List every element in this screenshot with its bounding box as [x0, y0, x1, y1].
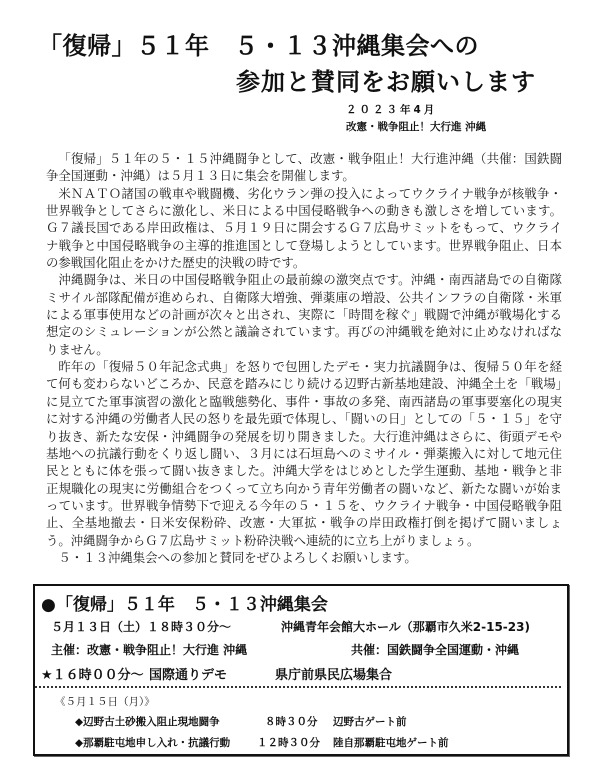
issue-date: ２０２３年4月: [346, 104, 438, 116]
dotted-divider: [35, 686, 561, 688]
paragraph-struggle: 昨年の「復帰５０年記念式典」を怒りで包囲したデモ・実力抗議闘争は、復帰５０年を経て何も変わらないどころか、民意を踏みにじり続ける辺野古新基地建設、沖縄全土を「戦場」に見立てた軍事演習の激化と臨戦態勢化、事件・事故の多発、南西諸島の軍事要塞化の現実に対する沖縄の労働者人民の怒りを最先頭で体現し、「闘いの日」としての「５・１５」を守り抜き、新たな安保・沖縄闘争の発展を切り開きました。大行進沖縄はさらに、街頭デモや基地への抗議行動をくり返し闘い、３月には石垣島へのミサイル・弾薬搬入に対して地元住民とともに体を張って闘い抜きました。沖縄大学をはじめとした学生運動、基地・戦争と非正規職化の現実に労働組合をつくって立ち向かう青年労働者の闘いなど、新たな闘いが始まっています。世界戦争情勢下で迎える今年の５・１５を、ウクライナ戦争・中国侵略戦争阻止、全基地撤去・日米安保粉砕、改憲・大軍拡・戦争の岸田政権打倒を掲げて闘いましょう。沖縄闘争からＧ７広島サミット粉砕決戦へ連続的に立ち上がりましょぅ。: [46, 359, 562, 548]
organization-name: 改憲・戦争阻止！大行進 沖縄: [346, 121, 487, 133]
action-time: １２時３０分: [257, 737, 320, 749]
paragraph-intro: 「復帰」５１年の５・１５沖縄闘争として、改憲・戦争阻止！大行進沖縄（共催：国鉄闘争全国運動・沖縄）は５月１３日に集会を開催します。: [46, 151, 562, 184]
action-time: ８時３０分: [265, 716, 318, 728]
body-text: [46, 150, 562, 566]
title-line-2: 参加と賛同をお願いします: [236, 67, 536, 96]
paragraph-okinawa: 沖縄闘争は、米日の中国侵略戦争阻止の最前線の激突点です。沖縄・南西諸島での自衛隊ミサイル部隊配備が進められ、自衛隊大増強、弾薬庫の増設、公共インフラの自衛隊・米軍による軍事使用などの計画が次々と出され、実際に「時間を稼ぐ」戦闘で沖縄が戦場化する想定のシミュレーションが公然と議論されています。再びの沖縄戦を絶対に止めなければなりません。: [46, 272, 562, 357]
action-name: ◆那覇駐屯地申し入れ・抗議行動: [75, 737, 231, 749]
title-line-1: 「復帰」５１年 ５・１３沖縄集会への: [38, 31, 479, 60]
paragraph-war: 米ＮＡＴＯ諸国の戦車や戦闘機、劣化ウラン弾の投入によってウクライナ戦争が核戦争・世界戦争としてさらに激化し、米日による中国侵略戦争への動きも激しさを増しています。Ｇ７議長国である岸田政権は、５月１９日に開会するＧ７広島サミットをもって、ウクライナ戦争と中国侵略戦争の主導的推進国として登場しようとしています。世界戦争阻止、日本の参戦国化阻止をかけた歴史的決戦の時です。: [46, 185, 562, 271]
demo-name: 国際通りデモ: [149, 668, 228, 683]
sub-event-date: 《５月１５日（月）》: [55, 696, 155, 708]
demo-time: ★１６時００分～: [41, 668, 144, 683]
event-co-organizer: 共催：国鉄闘争全国運動・沖縄: [351, 643, 520, 657]
event-datetime: ５月１３日（土）１８時３０分～: [51, 620, 232, 634]
action-place: 辺野古ゲート前: [333, 716, 407, 728]
event-venue: 沖縄青年会館大ホール（那覇市久米2-15-23): [281, 620, 530, 634]
paragraph-appeal: ５・１３沖縄集会への参加と賛同をぜひよろしくお願いします。: [58, 549, 417, 565]
action-place: 陸自那覇駐屯地ゲート前: [333, 737, 449, 749]
event-organizer: 主催：改憲・戦争阻止！大行進 沖縄: [51, 643, 248, 657]
demo-meeting-point: 県庁前県民広場集合: [275, 668, 393, 683]
event-info-box: [33, 584, 569, 756]
action-name: ◆辺野古土砂搬入阻止現地闘争: [75, 716, 220, 728]
event-title: ●「復帰」５１年 ５・１３沖縄集会: [41, 595, 328, 615]
